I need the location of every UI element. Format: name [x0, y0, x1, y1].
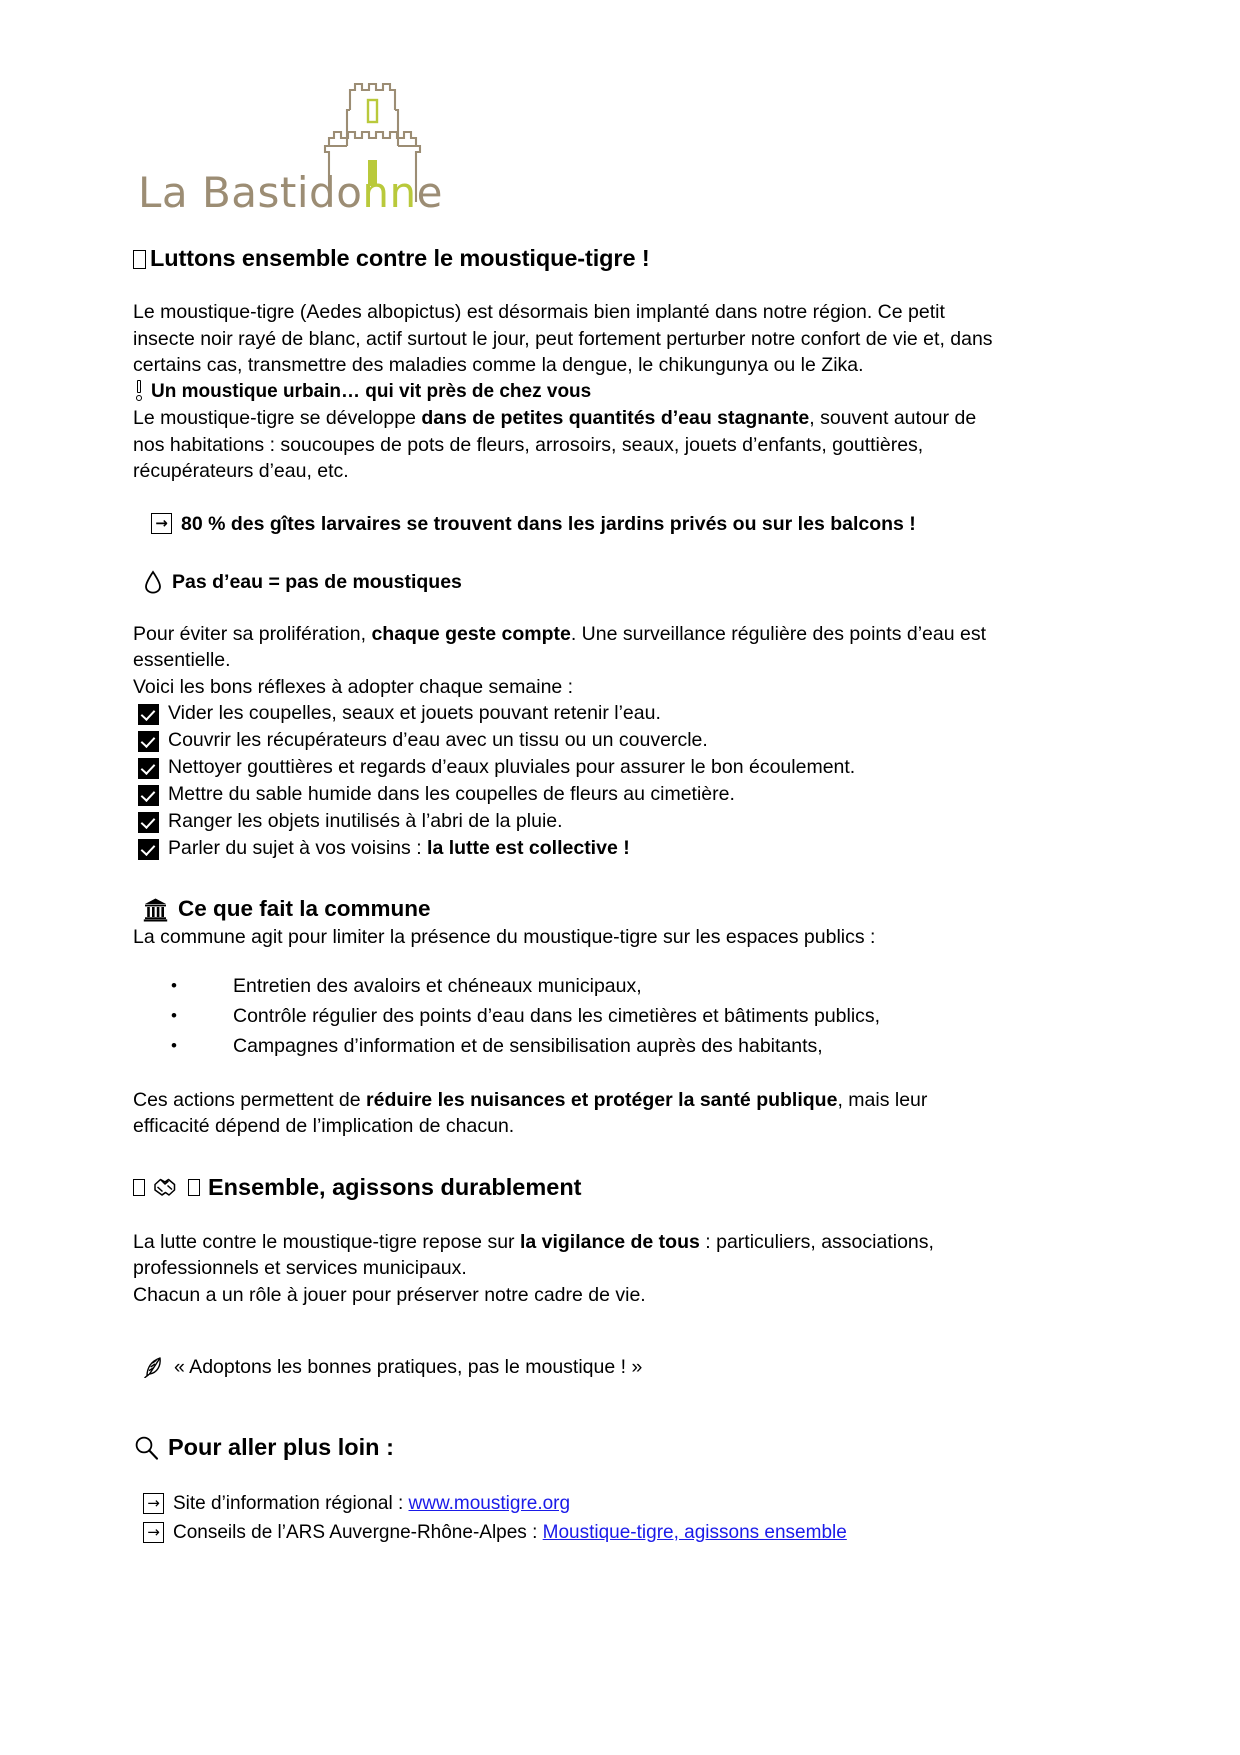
regional-info-link[interactable]: www.moustigre.org: [408, 1493, 571, 1514]
list-item[interactable]: [138, 754, 993, 781]
together-paragraph-line2: Chacun a un rôle à jouer pour préserver notre cadre de vie.: [133, 1283, 646, 1306]
list-item-label: [168, 835, 630, 862]
list-item[interactable]: [138, 700, 993, 727]
together-section-heading-text: Ensemble, agissons durablement: [208, 1173, 582, 1200]
list-item[interactable]: [143, 1489, 993, 1518]
no-water-heading-text: Pas d’eau = pas de moustiques: [172, 570, 462, 593]
boxed-arrow-icon: →: [143, 1493, 164, 1514]
list-item[interactable]: [138, 781, 993, 808]
logo-name-part1: La Bastido: [138, 168, 363, 217]
mosquito-icon: [133, 380, 145, 401]
prevention-checklist: [133, 700, 993, 862]
bullet-icon: •: [171, 975, 177, 995]
commune-closing-paragraph: [133, 1087, 993, 1140]
commune-section-heading-text: Ce que fait la commune: [178, 896, 431, 921]
quote-line: [143, 1354, 993, 1381]
checkbox-checked-icon[interactable]: [138, 785, 159, 806]
missing-glyph-icon-left: [133, 1179, 145, 1196]
urban-text-after: , souvent autour de nos habitations : soucoupes de pots de fleurs, arrosoirs, seaux, jouets d’enfants, gouttières, récupérateurs d’eau, etc.: [133, 407, 977, 482]
leaf-icon: [143, 1356, 164, 1378]
further-reading-heading-text: Pour aller plus loin :: [168, 1434, 394, 1460]
intro-paragraph: Le moustique-tigre (Aedes albopictus) est désormais bien implanté dans notre région. Ce petit insecte noir rayé de blanc, actif surtout le jour, peut fortement perturber notre confort de vie et, dans certains cas, transmettre des maladies comme la dengue, le chikungunya ou le Zika.: [133, 301, 993, 376]
list-item: [133, 971, 993, 1001]
list-item-label: Vider les coupelles, seaux et jouets pouvant retenir l’eau.: [168, 702, 661, 724]
prevention-paragraph: [133, 621, 993, 674]
urban-section-heading-text: Un moustique urbain… qui vit près de chez vous: [151, 380, 592, 402]
list-item[interactable]: [138, 727, 993, 754]
list-item-label-bold: la lutte est collective !: [427, 837, 630, 859]
checkbox-checked-icon[interactable]: [138, 839, 159, 860]
magnifier-icon: [133, 1434, 160, 1461]
further-reading-heading: [133, 1432, 993, 1463]
together-text-after: : particuliers, associations, professionnels et services municipaux.: [133, 1230, 934, 1279]
commune-intro: La commune agit pour limiter la présence du moustique-tigre sur les espaces publics :: [133, 926, 876, 948]
list-item-label: Nettoyer gouttières et regards d’eaux pluviales pour assurer le bon écoulement.: [168, 756, 856, 778]
boxed-arrow-icon: →: [151, 513, 172, 534]
checklist-intro: Voici les bons réflexes à adopter chaque semaine :: [133, 675, 574, 698]
checkbox-checked-icon[interactable]: [138, 731, 159, 752]
together-section-heading: [133, 1172, 993, 1203]
commune-closing-before: Ces actions permettent de: [133, 1088, 367, 1111]
logo-wordmark: [138, 168, 444, 217]
logo-name-accent: nn: [362, 168, 417, 217]
together-text-before: La lutte contre le moustique-tigre repose sur: [133, 1230, 520, 1253]
link-item-label-text: Site d’information régional :: [173, 1493, 409, 1514]
together-paragraph: [133, 1229, 993, 1282]
list-item[interactable]: [138, 808, 993, 835]
list-item-label: Entretien des avaloirs et chéneaux municipaux,: [233, 974, 642, 997]
together-text-bold: la vigilance de tous: [519, 1230, 700, 1253]
list-item: [133, 1031, 993, 1061]
list-item-label: Mettre du sable humide dans les coupelles de fleurs au cimetière.: [168, 783, 735, 805]
urban-text-before: Le moustique-tigre se développe: [133, 407, 422, 429]
link-item-label: [173, 1489, 570, 1518]
list-item-label: Contrôle régulier des points d’eau dans les cimetières et bâtiments publics,: [233, 1004, 881, 1027]
statistic-callout-text: 80 % des gîtes larvaires se trouvent dans les jardins privés ou sur les balcons !: [181, 512, 916, 535]
commune-closing-bold: réduire les nuisances et protéger la santé publique: [366, 1088, 838, 1111]
no-water-heading: [143, 569, 993, 595]
link-item-label: [173, 1518, 847, 1547]
statistic-callout: [151, 511, 993, 537]
handshake-icon: [153, 1175, 180, 1199]
list-item[interactable]: [138, 835, 993, 862]
list-item-label: Couvrir les récupérateurs d’eau avec un tissu ou un couvercle.: [168, 729, 708, 751]
checkbox-checked-icon[interactable]: [138, 812, 159, 833]
link-item-label-text: Conseils de l’ARS Auvergne-Rhône-Alpes :: [173, 1522, 543, 1543]
checkbox-checked-icon[interactable]: [138, 758, 159, 779]
boxed-arrow-icon: →: [143, 1522, 164, 1543]
commune-closing-after: , mais leur efficacité dépend de l’implication de chacun.: [133, 1088, 928, 1137]
bullet-icon: •: [171, 1005, 177, 1025]
document-content: [133, 243, 993, 1547]
page-title-text: Luttons ensemble contre le moustique-tigre !: [150, 245, 650, 271]
water-drop-icon: [143, 570, 163, 594]
prevention-text-after: . Une surveillance régulière des points d’eau est essentielle.: [133, 622, 986, 671]
list-item-label: Campagnes d’information et de sensibilisation auprès des habitants,: [233, 1034, 823, 1057]
list-item[interactable]: [143, 1518, 993, 1547]
quote-text: « Adoptons les bonnes pratiques, pas le moustique ! »: [174, 1355, 643, 1378]
missing-glyph-icon: [133, 250, 146, 269]
prevention-text-before: Pour éviter sa prolifération,: [133, 622, 372, 645]
list-item-label: Ranger les objets inutilisés à l’abri de la pluie.: [168, 810, 563, 832]
urban-section-paragraph: [133, 405, 993, 485]
list-item: [133, 1001, 993, 1031]
commune-section-heading: [143, 894, 993, 924]
logo-name-part2: e: [416, 168, 444, 217]
bullet-icon: •: [171, 1035, 177, 1055]
further-reading-links: [133, 1489, 993, 1547]
list-item-label-text: Parler du sujet à vos voisins :: [168, 837, 428, 859]
checkbox-checked-icon[interactable]: [138, 704, 159, 725]
urban-section-heading: [133, 379, 993, 406]
commune-actions-list: [133, 971, 993, 1061]
logo: [138, 76, 558, 231]
prevention-text-bold: chaque geste compte: [371, 622, 571, 645]
missing-glyph-icon-right: [188, 1179, 200, 1196]
page-title: [133, 243, 993, 273]
classical-building-icon: [143, 897, 168, 922]
ars-advice-link[interactable]: Moustique-tigre, agissons ensemble: [542, 1522, 847, 1543]
urban-text-bold: dans de petites quantités d’eau stagnante: [421, 407, 810, 429]
